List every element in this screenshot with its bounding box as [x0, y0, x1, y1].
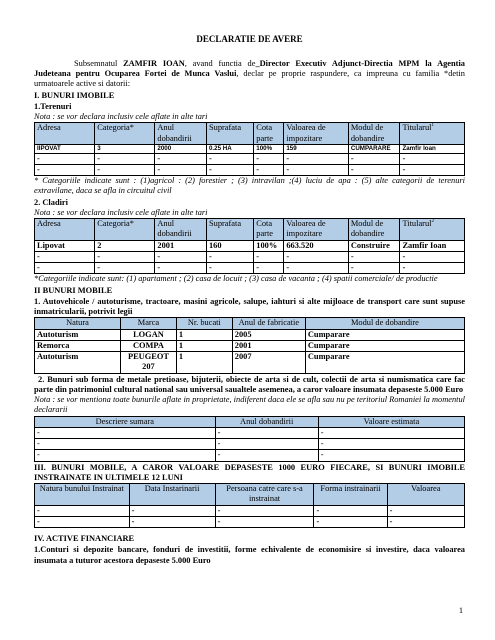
table-cell: - — [129, 516, 215, 527]
col-header: Valoarea de impozitare — [284, 123, 349, 145]
alienated-table — [34, 483, 465, 528]
col-header: Forma instrainarii — [314, 484, 387, 506]
table-cell: 100% — [254, 240, 284, 251]
section-1-heading: I. BUNURI IMOBILE — [34, 90, 115, 100]
table-cell: 2001 — [155, 240, 207, 251]
superscript-1: 1 — [431, 123, 434, 129]
intro-paragraph — [34, 59, 465, 90]
bunuri-heading: 2. Bunuri sub forma de metale pretioase, bijuterii, obiecte de arta si de cult, colectii de arta si numismatica care fac parte din patrimoniul cultural national sau universal saualtele asemenea, a caror valoare insumata depaseste 5.000 Euro — [34, 374, 465, 394]
terenuri-heading: 1.Terenuri — [34, 101, 72, 111]
col-header: Persoana catre care s-a instrainat — [215, 484, 314, 506]
table-cell: 2000 — [155, 144, 207, 153]
table-cell: - — [35, 164, 95, 175]
table-cell: - — [348, 164, 400, 175]
table-cell: - — [348, 153, 400, 164]
declarant-name: ZAMFIR IOAN — [123, 58, 185, 68]
table-cell: LOGAN — [121, 329, 177, 340]
table-row — [35, 352, 465, 374]
table-cell: Cumparare — [305, 329, 464, 340]
table-row — [35, 164, 465, 175]
table-cell: IIPOVAT — [35, 144, 95, 153]
table-header-row — [35, 318, 465, 329]
table-cell: 100% — [254, 144, 284, 153]
table-cell: - — [95, 153, 155, 164]
cladiri-note: Nota : se vor declara inclusiv cele aflate in alte tari — [34, 207, 208, 217]
table-row — [35, 329, 465, 340]
col-header-text: Titularul — [402, 123, 432, 133]
col-header: Anul de fabricatie — [232, 318, 305, 329]
table-cell: - — [35, 427, 216, 438]
table-cell: - — [314, 505, 387, 516]
cladiri-heading: 2. Cladiri — [34, 197, 68, 207]
table-header-row — [35, 484, 465, 506]
table-cell: 3 — [95, 144, 155, 153]
col-header: Suprafata — [206, 219, 253, 241]
col-header: Valoare estimata — [318, 416, 464, 427]
table-cell: - — [348, 251, 400, 262]
table-cell: - — [254, 251, 284, 262]
table-cell: 1 — [176, 340, 232, 351]
col-header: Modul de dobandire — [348, 123, 400, 145]
terenuri-table — [34, 122, 465, 176]
table-cell: PEUGEOT 207 — [121, 352, 177, 374]
table-cell: 1 — [176, 352, 232, 374]
table-row — [35, 263, 465, 274]
table-cell: - — [215, 505, 314, 516]
col-header — [400, 123, 465, 145]
table-cell: - — [400, 263, 465, 274]
table-cell: - — [314, 516, 387, 527]
table-cell: - — [284, 263, 349, 274]
bunuri-note: Nota : se vor mentiona toate bunurile aflate in proprietate, indiferent daca ele se afla sau nu pe teritoriul Romaniei la momentul declararii — [34, 395, 465, 415]
table-cell: Remorca — [35, 340, 121, 351]
section-3-heading: III. BUNURI MOBILE, A CAROR VALOARE DEPASESTE 1000 EURO FIECARE, SI BUNURI IMOBILE INSTRAINATE IN ULTIMELE 12 LUNI — [34, 462, 465, 482]
page-title: DECLARATIE DE AVERE — [196, 34, 303, 44]
col-header: Data Instarinarii — [129, 484, 215, 506]
table-cell: 2007 — [232, 352, 305, 374]
table-cell: - — [400, 153, 465, 164]
table-cell: - — [155, 164, 207, 175]
table-header-row — [35, 219, 465, 241]
page-number: 1 — [458, 605, 463, 615]
table-cell: - — [318, 450, 464, 461]
table-cell: - — [215, 450, 318, 461]
cladiri-footnote: *Categoriile indicate sunt: (1) apartament ; (2) casa de locuit ; (3) casa de vacanta ; (4) spatii comerciale/ de productie — [34, 274, 438, 284]
table-cell: CUMPARARE — [348, 144, 400, 153]
table-row — [35, 251, 465, 262]
table-cell: - — [254, 263, 284, 274]
table-cell: Autoturism — [35, 329, 121, 340]
table-row — [35, 505, 465, 516]
table-cell: - — [35, 505, 130, 516]
table-cell: 2001 — [232, 340, 305, 351]
table-cell: Zamfir Ioan — [400, 240, 465, 251]
col-header-text: Titularul — [402, 219, 432, 229]
table-cell: 160 — [206, 240, 253, 251]
col-header: Modul de dobandire — [348, 219, 400, 241]
col-header: Adresa — [35, 123, 95, 145]
section-4-heading: IV. ACTIVE FINANCIARE — [34, 534, 135, 544]
intro-suffix: , declar pe proprie raspundere, ca impreuna cu familia *detin urmatoarele active si datorii: — [34, 69, 465, 89]
table-cell: 663.520 — [284, 240, 349, 251]
table-cell: - — [284, 153, 349, 164]
table-row — [35, 240, 465, 251]
col-header: Natura — [35, 318, 121, 329]
col-header: Marca — [121, 318, 177, 329]
section-2-heading: II BUNURI MOBILE — [34, 285, 113, 295]
table-cell: - — [129, 505, 215, 516]
table-cell: - — [35, 153, 95, 164]
col-header: Descriere sumara — [35, 416, 216, 427]
table-cell: Cumparare — [305, 340, 464, 351]
table-cell: 1 — [176, 329, 232, 340]
intro-mid: , avand functia de — [184, 58, 256, 68]
table-cell: - — [348, 263, 400, 274]
table-cell: Autoturism — [35, 352, 121, 374]
col-header: Natura bunului Instrainat — [35, 484, 130, 506]
table-cell: - — [400, 251, 465, 262]
valuables-table — [34, 416, 465, 462]
col-header: Valoarea de impozitare — [284, 219, 349, 241]
table-row — [35, 439, 465, 450]
col-header — [400, 219, 465, 241]
col-header: Anul dobandirii — [155, 219, 207, 241]
table-cell: - — [206, 164, 253, 175]
table-cell: - — [387, 516, 464, 527]
table-cell: - — [35, 251, 95, 262]
table-cell: - — [206, 153, 253, 164]
table-cell: - — [206, 263, 253, 274]
table-cell: COMPA — [121, 340, 177, 351]
intro-prefix: Subsemnatul — [74, 58, 124, 68]
col-header: Modul de dobandire — [305, 318, 464, 329]
col-header: Anul dobandirii — [215, 416, 318, 427]
table-cell: - — [155, 251, 207, 262]
table-header-row — [35, 123, 465, 145]
table-cell: - — [318, 439, 464, 450]
table-cell: 2005 — [232, 329, 305, 340]
table-cell: - — [318, 427, 464, 438]
table-cell: 159 — [284, 144, 349, 153]
table-row — [35, 153, 465, 164]
vehicles-table — [34, 317, 465, 373]
col-header: Suprafata — [206, 123, 253, 145]
col-header: Valoarea — [387, 484, 464, 506]
col-header: Categoria* — [95, 219, 155, 241]
table-cell: 0.25 HA — [206, 144, 253, 153]
table-cell: - — [35, 439, 216, 450]
table-cell: - — [95, 263, 155, 274]
auto-heading: 1. Autovehicole / autoturisme, tractoare, masini agricole, salupe, iahturi si alte mijloace de transport care sunt supuse inmatricularii, potrivit legii — [34, 296, 465, 317]
superscript-2: 2 — [431, 219, 434, 225]
table-cell: - — [155, 153, 207, 164]
table-row — [35, 340, 465, 351]
table-header-row — [35, 416, 465, 427]
table-cell: - — [35, 450, 216, 461]
table-cell: - — [215, 516, 314, 527]
table-row — [35, 516, 465, 527]
declarant-function: _Director Executiv Adjunct-Directia MPM la Agentia Judeteana pentru Ocuparea Fortei de Munca Vaslui — [34, 58, 465, 79]
col-header: Adresa — [35, 219, 95, 241]
table-cell: - — [95, 251, 155, 262]
col-header: Cota parte — [254, 219, 284, 241]
table-cell: - — [254, 164, 284, 175]
table-row — [35, 144, 465, 153]
cladiri-table — [34, 218, 465, 274]
table-cell: Lipovat — [35, 240, 95, 251]
terenuri-footnote: * Categoriile indicate sunt : (1)agricol : (2) forestier ; (3) intravilan ;(4) luciu de apa : (5) alte categorii de terenuri extravilane, daca se afla in circuitul civil — [34, 176, 465, 196]
table-cell: Cumparare — [305, 352, 464, 374]
table-cell: - — [35, 516, 130, 527]
col-header: Nr. bucati — [176, 318, 232, 329]
table-cell: - — [284, 251, 349, 262]
col-header: Cota parte — [254, 123, 284, 145]
table-cell: - — [387, 505, 464, 516]
section-4-sub: 1.Conturi si depozite bancare, fonduri de investitii, forme echivalente de economisire si investire, daca valoarea insumata a tuturor acestora depaseste 5.000 Euro — [34, 545, 465, 565]
table-cell: Zamfir Ioan — [400, 144, 465, 153]
table-cell: - — [95, 164, 155, 175]
col-header: Categoria* — [95, 123, 155, 145]
table-cell: - — [284, 164, 349, 175]
table-cell: - — [35, 263, 95, 274]
table-cell: - — [215, 439, 318, 450]
table-row — [35, 450, 465, 461]
table-cell: - — [206, 251, 253, 262]
table-cell: - — [400, 164, 465, 175]
table-cell: - — [215, 427, 318, 438]
table-cell: Construire — [348, 240, 400, 251]
col-header: Anul dobandirii — [155, 123, 207, 145]
terenuri-note: Nota : se vor declara inclusiv cele aflate in alte tari — [34, 112, 208, 122]
table-cell: - — [254, 153, 284, 164]
table-cell: 2 — [95, 240, 155, 251]
table-cell: - — [155, 263, 207, 274]
table-row — [35, 427, 465, 438]
